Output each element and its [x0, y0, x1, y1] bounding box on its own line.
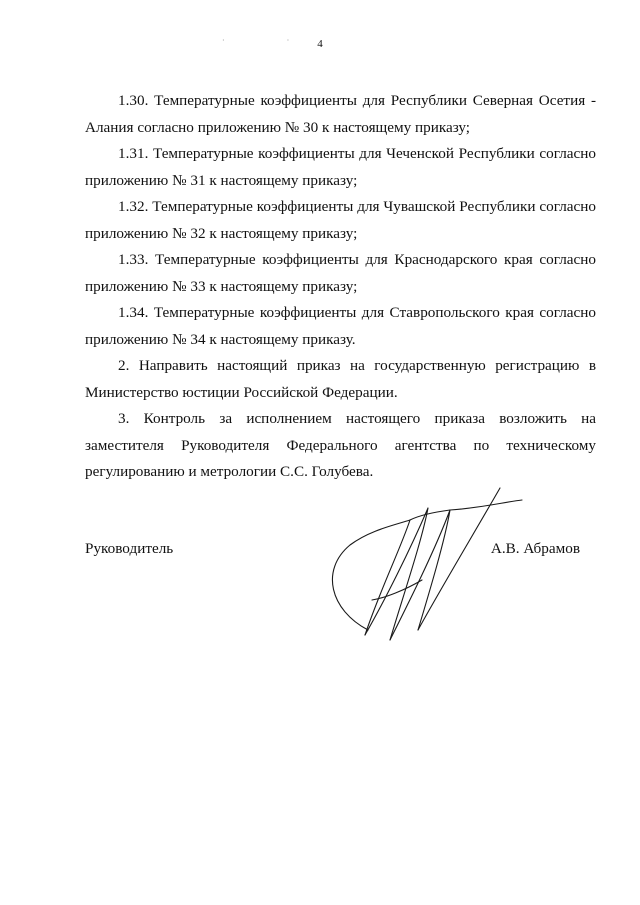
- paragraph-2: 2. Направить настоящий приказ на государственную регистрацию в Министерство юстиции Российской Федерации.: [85, 357, 596, 401]
- paragraph-1-32: 1.32. Температурные коэффициенты для Чувашской Республики согласно приложению № 32 к настоящему приказу;: [85, 198, 596, 242]
- paragraph-3: 3. Контроль за исполнением настоящего приказа возложить на заместителя Руководителя Федерального агентства по техническому регулированию и метрологии С.С. Голубева.: [85, 410, 596, 480]
- signature-stroke: [390, 510, 450, 640]
- paragraph-1-30: 1.30. Температурные коэффициенты для Республики Северная Осетия - Алания согласно приложению № 30 к настоящему приказу;: [85, 92, 596, 136]
- page-number: 4: [317, 38, 323, 50]
- signature-stroke: [332, 520, 410, 635]
- signature-stroke: [450, 500, 522, 510]
- paragraph-1-33: 1.33. Температурные коэффициенты для Краснодарского края согласно приложению № 33 к настоящему приказу;: [85, 251, 596, 295]
- signature-block: [85, 540, 596, 570]
- signature-stroke: [365, 508, 428, 640]
- signatory-name: А.В. Абрамов: [490, 540, 580, 557]
- signatory-position: Руководитель: [85, 540, 174, 557]
- signature-stroke: [410, 510, 450, 520]
- scan-artifact: · ·: [222, 36, 320, 45]
- document-body: [85, 88, 596, 486]
- paragraph-1-31: 1.31. Температурные коэффициенты для Чеченской Республики согласно приложению № 31 к настоящему приказу;: [85, 145, 596, 189]
- paragraph-1-34: 1.34. Температурные коэффициенты для Ставропольского края согласно приложению № 34 к настоящему приказу.: [85, 304, 596, 348]
